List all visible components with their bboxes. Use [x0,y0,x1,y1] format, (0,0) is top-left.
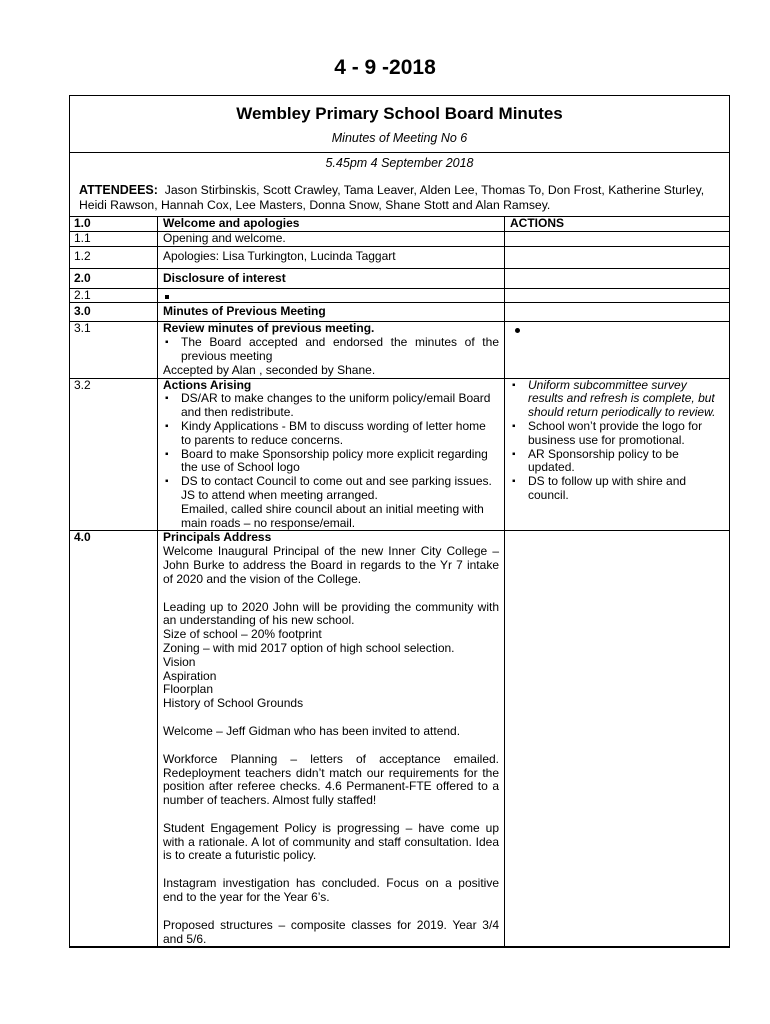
text-line: History of School Grounds [163,696,304,711]
minutes-frame [69,95,730,948]
table-row [70,531,729,947]
table-row [70,268,729,288]
actions-header: ACTIONS [505,217,730,232]
action-cell [505,288,730,303]
section-number: 2.0 [70,268,158,288]
action-cell [505,378,730,531]
paragraph: Instagram investigation has concluded. Focus on a positive end to the year for the Year 6’s. [163,876,499,905]
section-number: 3.0 [70,303,158,322]
paragraph: Proposed structures – composite classes for 2019. Year 3/4 and 5/6. [163,917,499,946]
item-title: Actions Arising [163,377,252,392]
item-extra: Emailed, called shire council about an initial meeting with main roads – no response/email. [181,501,484,530]
paragraph: Student Engagement Policy is progressing – have come up with a rationale. A lot of community and staff consultation. Idea is to create a futuristic policy. [163,820,499,863]
action-item: ▪ Uniform subcommittee survey results and refresh is complete, but should return periodically to review. [528,379,724,420]
list-item: ▪ Kindy Applications - BM to discuss wording of letter home to parents to reduce concerns. [181,420,499,448]
item-number: 2.1 [70,288,158,303]
attendees-list: Jason Stirbinskis, Scott Crawley, Tama Leaver, Alden Lee, Thomas To, Don Frost, Katherine Sturley, Heidi Rawson, Hannah Cox, Lee Masters, Donna Snow, Shane Stott and Alan Ramsey. [79,183,705,212]
action-item: ▪ DS to follow up with shire and council. [528,475,724,503]
meeting-date-heading: 4 - 9 -2018 [334,56,436,79]
list-item: ▪ DS to contact Council to come out and see parking issues. JS to attend when meeting arranged. [181,475,499,503]
item-title: Principals Address [163,530,272,545]
action-cell [505,231,730,246]
item-note: Accepted by Alan , seconded by Shane. [163,362,376,377]
board-title: Wembley Primary School Board Minutes [236,104,563,123]
table-row [70,303,729,322]
meeting-number: Minutes of Meeting No 6 [331,131,468,145]
action-list [510,379,724,503]
paragraph: Welcome – Jeff Gidman who has been invited to attend. [163,723,461,738]
item-number: 3.1 [70,322,158,378]
section-title: Minutes of Previous Meeting [158,303,505,322]
paragraph: Leading up to 2020 John will be providing the community with an understanding of his new school. [163,599,499,628]
table-row [70,322,729,378]
section-title: Disclosure of interest [158,268,505,288]
bullet-list [163,392,499,502]
text-line: Zoning – with mid 2017 option of high school selection. [163,640,455,655]
text-line: Size of school – 20% footprint [163,627,322,642]
action-cell [505,322,730,378]
list-item: ▪ Board to make Sponsorship policy more explicit regarding the use of School logo [181,448,499,476]
paragraph: Workforce Planning – letters of acceptance emailed. Redeployment teachers didn’t match our requirements for the position after referee checks. 4.6 Permanent-FTE offered to a number of teachers. Almost fully staffed! [163,751,499,808]
action-cell [505,303,730,322]
minutes-table [70,216,729,947]
text-line: Floorplan [163,682,214,697]
item-number: 1.2 [70,246,158,268]
text-line: Vision [163,654,196,669]
action-cell [505,268,730,288]
text-line: Aspiration [163,668,217,683]
action-item: ▪ School won’t provide the logo for business use for promotional. [528,420,724,448]
action-cell [505,531,730,947]
item-text [158,288,505,303]
empty-bullet-icon [165,295,169,299]
list-item: ▪ DS/AR to make changes to the uniform policy/email Board and then redistribute. [181,392,499,420]
attendees-label: ATTENDEES: [79,183,158,197]
table-row [70,231,729,246]
action-item: ▪ AR Sponsorship policy to be updated. [528,448,724,476]
bullet-list [163,336,499,364]
item-title: Review minutes of previous meeting. [163,321,375,336]
table-row [70,288,729,303]
item-content [158,322,505,378]
table-row [70,217,729,232]
list-item: ▪ The Board accepted and endorsed the minutes of the previous meeting [181,336,499,364]
section-number: 4.0 [70,531,158,947]
paragraph: Welcome Inaugural Principal of the new Inner City College – John Burke to address the Board in regards to the Yr 7 intake of 2020 and the vision of the College. [163,544,499,586]
item-content [158,531,505,947]
item-number: 1.1 [70,231,158,246]
section-title: Welcome and apologies [158,217,505,232]
item-content [158,378,505,531]
attendees [70,177,729,216]
empty-bullet-icon [515,328,520,333]
section-number: 1.0 [70,217,158,232]
action-cell [505,246,730,268]
table-row [70,378,729,531]
meeting-time: 5.45pm 4 September 2018 [325,156,474,170]
item-text: Opening and welcome. [158,231,505,246]
item-text: Apologies: Lisa Turkington, Lucinda Taggart [158,246,505,268]
item-number: 3.2 [70,378,158,531]
table-row [70,246,729,268]
title-box [70,96,729,153]
